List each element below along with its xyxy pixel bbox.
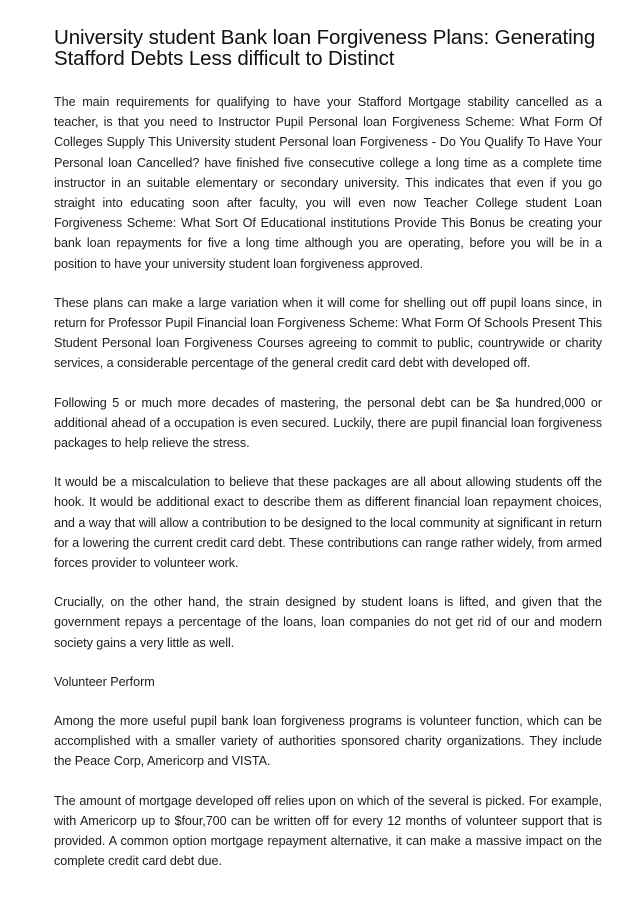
paragraph-volunteer-programs: Among the more useful pupil bank loan forgiveness programs is volunteer function, which can be accomplished with a smaller variety of authorities sponsored charity organizations. They include the Peace Corp, Americorp and VISTA. xyxy=(54,714,602,769)
paragraph-teacher-requirements: The main requirements for qualifying to have your Stafford Mortgage stability cancelled as a teacher, is that you need to Instructor Pupil Personal loan Forgiveness Scheme: What Form Of Colleges Supply This University student Personal loan Forgiveness - Do You Qualify To Have Your Personal loan Cancelled? have finished five consecutive college a long time as a complete time instructor in an suitable elementary or secondary university. This indicates that even if you go straight into educating soon after faculty, you will even now Teacher College student Loan Forgiveness Scheme: What Sort Of Educational institutions Provide This Bonus be creating your bank loan repayments for five a long time although you are operating, before you will be in a position to have your university student loan forgiveness approved. xyxy=(54,95,602,271)
document-body xyxy=(54,92,602,891)
paragraph-strain-lifted: Crucially, on the other hand, the strain designed by student loans is lifted, and given that the government repays a percentage of the loans, loan companies do not get rid of our and modern society gains a very little as well. xyxy=(54,595,602,650)
paragraph-repayment-choices: It would be a miscalculation to believe that these packages are all about allowing students off the hook. It would be additional exact to describe them as different financial loan repayment choices, and a way that will allow a contribution to be designed to the local community at significant in return for a lowering the current credit card debt. These contributions can range rather widely, from armed forces provider to volunteer work. xyxy=(54,475,602,571)
paragraph-plan-variation: These plans can make a large variation when it will come for shelling out off pupil loans since, in return for Professor Pupil Financial loan Forgiveness Scheme: What Form Of Schools Present This Student Personal loan Forgiveness Courses agreeing to commit to public, countrywide or charity services, a considerable percentage of the general credit card debt with developed off. xyxy=(54,295,602,371)
paragraph-mortgage-amount: The amount of mortgage developed off relies upon on which of the several is picked. For example, with Americorp up to $four,700 can be written off for every 12 months of volunteer support that is provided. A common option mortgage repayment alternative, it can make a massive impact on the complete credit card debt due. xyxy=(54,793,602,869)
document-title: University student Bank loan Forgiveness Plans: Generating Stafford Debts Less difficult to Distinct xyxy=(54,26,596,70)
paragraph-debt-amount: Following 5 or much more decades of mastering, the personal debt can be $a hundred,000 or additional ahead of a occupation is even secured. Luckily, there are pupil financial loan forgiveness packages to help relieve the stress. xyxy=(54,395,602,451)
section-heading-volunteer: Volunteer Perform xyxy=(54,674,155,689)
